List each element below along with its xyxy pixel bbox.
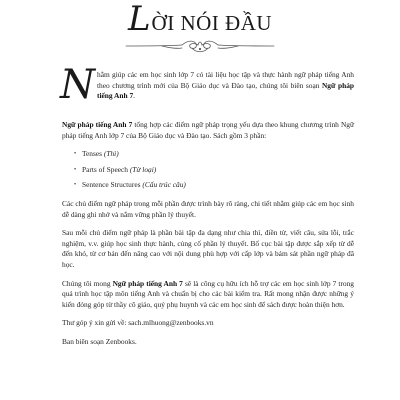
part-name: Sentence Structures <box>82 180 141 190</box>
list-item <box>74 180 354 191</box>
list-item <box>74 165 354 176</box>
list-item <box>74 149 354 160</box>
page-title <box>0 0 400 39</box>
part-note: (Cấu trúc câu) <box>142 180 186 190</box>
exercises-paragraph: Sau mỗi chủ điểm ngữ pháp là phần bài tập đa dạng như chia thì, điền từ, viết câu, sửa lỗi, trắc nghiệm, v.v. giúp học sinh thực hành, củng cố phần lý thuyết. Bố cục bài tập được sắp xếp từ dễ đến khó, từ cơ bản đến nâng cao với nội dung phù hợp với cấp lớp và bám sát phần ngữ pháp đã học. <box>62 228 354 269</box>
bullet-icon: • <box>74 166 77 173</box>
part-note: (Từ loại) <box>129 164 157 174</box>
part-name: Parts of Speech <box>82 164 128 174</box>
title-drop-letter: L <box>127 0 151 39</box>
book-title: Ngữ pháp tiếng Anh 7 <box>62 120 133 129</box>
title-rest: ỜI NÓI ĐẦU <box>151 11 273 35</box>
signature-paragraph: Ban biên soạn Zenbooks. <box>62 336 137 346</box>
intro-text: hằm giúp các em học sinh lớp 7 có tài liệu học tập và thực hành ngữ pháp tiếng Anh theo chương trình mới của Bộ Giáo dục và Đào tạo, chúng tôi biên soạn <box>97 70 354 90</box>
book-title: Ngữ pháp tiếng Anh 7 <box>97 80 355 101</box>
overview-paragraph <box>62 120 354 141</box>
preface-body <box>60 62 355 356</box>
book-title: Ngữ pháp tiếng Anh 7 <box>112 278 183 288</box>
bullet-icon: • <box>74 182 77 189</box>
hope-paragraph <box>62 279 354 311</box>
intro-end: . <box>133 91 136 101</box>
part-note: (Thì) <box>103 149 119 159</box>
parts-list <box>62 149 354 191</box>
structure-paragraph: Các chủ điểm ngữ pháp trong mỗi phần được trình bày rõ ràng, chi tiết nhằm giúp các em học sinh dễ dàng ghi nhớ và nắm vững phần lý thuyết. <box>62 198 354 219</box>
contact-paragraph: Thư góp ý xin gửi về: sach.mlhuong@zenbooks.vn <box>62 318 214 328</box>
flourish-ornament-icon <box>122 36 278 56</box>
bullet-icon: • <box>74 151 77 158</box>
drop-cap: N <box>60 62 95 108</box>
title-text <box>127 0 273 39</box>
part-name: Tenses <box>82 149 103 159</box>
overview-text: tổng hợp các điểm ngữ pháp trọng yếu dựa theo khung chương trình Ngữ pháp tiếng Anh lớp 7 của Bộ Giáo dục và Đào tạo. Sách gồm 3 phần: <box>62 120 354 140</box>
hope-text-2: sẽ là công cụ hữu ích hỗ trợ các em học sinh lớp 7 trong quá trình học tập môn tiếng Anh và chuẩn bị cho các bài kiểm tra. Rất mong nhận được những ý kiến đóng góp từ thầy cô giáo, quý phụ huynh và các em học sinh để sách được hoàn thiện hơn. <box>62 278 354 309</box>
intro-paragraph <box>60 62 355 112</box>
hope-text-1: Chúng tôi mong <box>62 278 113 288</box>
